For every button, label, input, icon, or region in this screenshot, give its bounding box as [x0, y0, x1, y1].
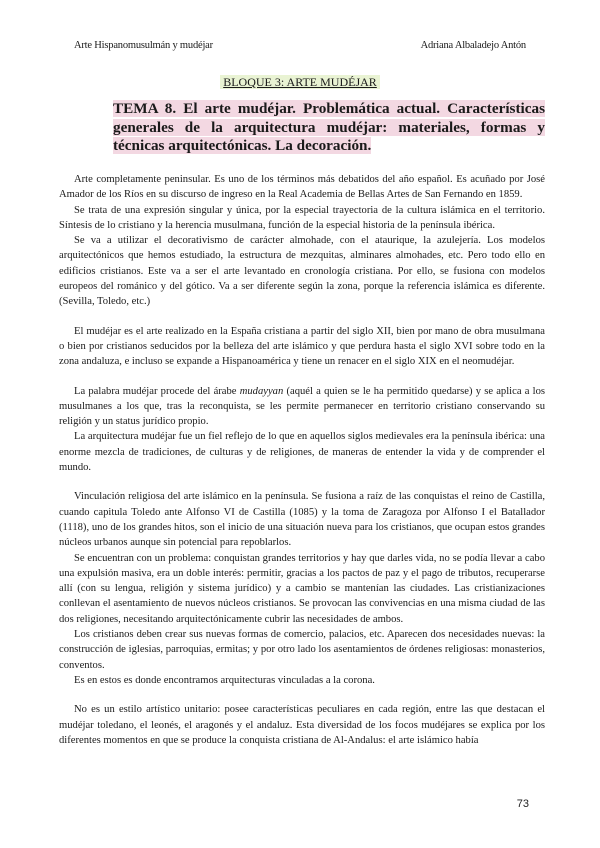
- paragraph: Vinculación religiosa del arte islámico en la península. Se fusiona a raíz de las conquistas el reino de Castilla, cuando capitula Toledo ante Alfonso VI de Castilla (1085) y la toma de Zaragoza por Alfonso I el Batallador (1118), uno de los grandes hitos, son el inicio de una situación nueva para los cristianos, que ocupan estos grandes núcleos urbanos aunque sin potencial para repoblarlos.: [59, 491, 545, 549]
- paragraph: El mudéjar es el arte realizado en la España cristiana a partir del siglo XII, bien por mano de obra musulmana o bien por cristianos seducidos por la belleza del arte islámico y que perdura hasta el siglo XVI sobre todo en la zona andaluza, e incluso se expande a Hispanoamérica y tiene un renacer en el siglo XIX en el neomudéjar.: [59, 325, 545, 368]
- document-body: [59, 172, 545, 748]
- paragraph: [59, 384, 545, 430]
- paragraph-text: (aquél a quien se le ha permitido quedarse) y se aplica a los musulmanes a los que, tras la reconquista, se les permite permanecer en territorio cristiano conservando su religión y un status jurídico propio.: [59, 385, 546, 428]
- block-title: [0, 73, 600, 91]
- paragraph: Se trata de una expresión singular y única, por la especial trayectoria de la cultura islámica en el territorio. Síntesis de lo cristiano y la herencia musulmana, función de la especial historia de la península ibérica.: [59, 204, 545, 231]
- arabic-term: mudayyan: [239, 385, 284, 397]
- block-title-text: BLOQUE 3: ARTE MUDÉJAR: [220, 75, 380, 89]
- tema-heading-text: TEMA 8. El arte mudéjar. Problemática actual. Características generales de la arquitectura mudéjar: materiales, formas y técnicas arquitectónicas. La decoración.: [113, 100, 545, 154]
- paragraph-text: La palabra mudéjar procede del árabe: [74, 385, 240, 397]
- paragraph: Se va a utilizar el decorativismo de carácter almohade, con el ataurique, la azulejería. Los modelos arquitectónicos que hemos estudiado, la estructura de mezquitas, alminares almohades, etc. Pero todo ello en edificios cristianos. Este va a ser el arte levantado en cronología cristiana. Por ello, se fusiona con modelos europeos del románico y del gótico. Va a ser diferente según la zona, porque la referencia islámica es diferente. (Sevilla, Toledo, etc.): [59, 235, 545, 308]
- paragraph: Los cristianos deben crear sus nuevas formas de comercio, palacios, etc. Aparecen dos necesidades nuevas: la construcción de iglesias, parroquias, ermitas; y por otro lado los asentamientos de órdenes religiosas: monasterios, conventos.: [59, 629, 545, 671]
- paragraph: Se encuentran con un problema: conquistan grandes territorios y hay que darles vida, no se podía llevar a cabo una expulsión masiva, era un doble interés: permitir, gracias a los pactos de paz y el pago de tributos, recuperarse allí (con su lengua, religión y sistema jurídico) y a cambio se mantenían las ciudades. Las cristianizaciones conllevan el asentamiento de nuevos núcleos cristianos. Se provocan las convivencias en una misma ciudad de las dos religiones, necesitando arquitectónicamente cubrir las necesidades de ambos.: [59, 552, 545, 625]
- paragraph: Es en estos es donde encontramos arquitecturas vinculadas a la corona.: [74, 674, 375, 686]
- paragraph: No es un estilo artístico unitario: posee características peculiares en cada región, entre las que destacan el mudéjar toledano, el leonés, el aragonés y el andaluz. Esta diversidad de los focos mudéjares se explica por los diferentes momentos en que se produce la conquista cristiana de Al-Andalus: el arte islámico había: [59, 704, 545, 746]
- tema-heading: [113, 100, 545, 156]
- header-author: Adriana Albaladejo Antón: [420, 40, 526, 51]
- page-number: 73: [516, 798, 529, 810]
- header-course-title: Arte Hispanomusulmán y mudéjar: [74, 40, 213, 51]
- paragraph: La arquitectura mudéjar fue un fiel reflejo de lo que en aquellos siglos medievales era la península ibérica: una enorme mezcla de tradiciones, de culturas y de religiones, de maneras de entender la vida y de comprender el mundo.: [59, 431, 545, 474]
- paragraph: Arte completamente peninsular. Es uno de los términos más debatidos del año español. Es acuñado por José Amador de los Ríos en su discurso de ingreso en la Real Academia de Bellas Artes de San Fernando en 1859.: [59, 174, 545, 201]
